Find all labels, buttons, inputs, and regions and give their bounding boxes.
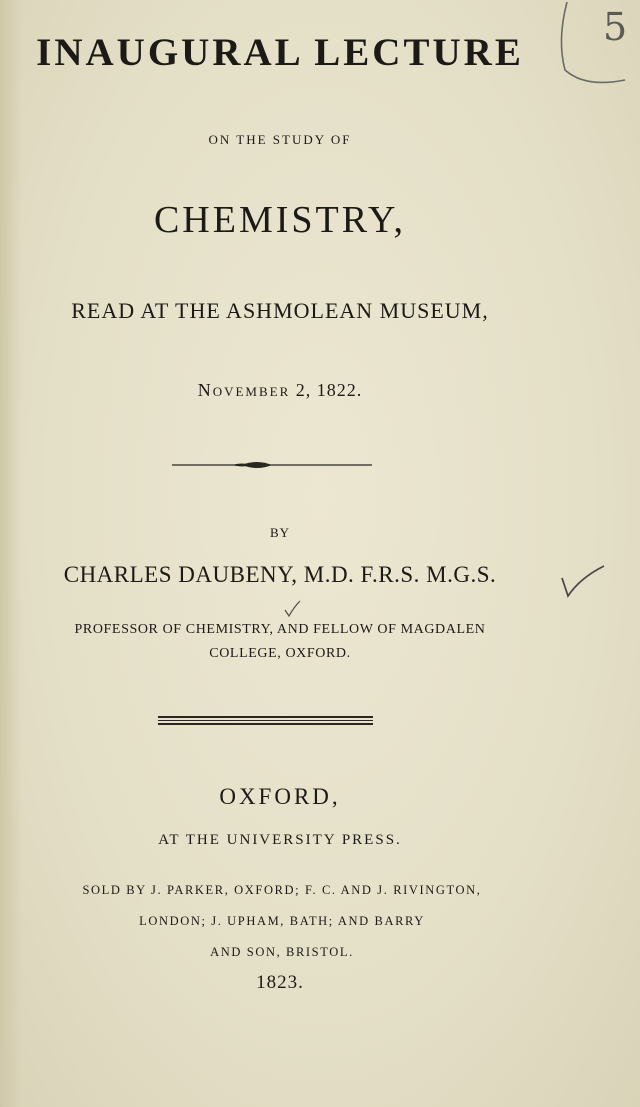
lecture-venue: READ AT THE ASHMOLEAN MUSEUM, — [71, 298, 489, 323]
lecture-subtitle: ON THE STUDY OF — [208, 132, 352, 147]
sold-line-1: SOLD BY J. PARKER, OXFORD; F. C. AND J. RIVINGTON, — [82, 883, 482, 897]
imprint-city: OXFORD, — [219, 784, 341, 809]
sold-line-3: AND SON, BRISTOL. — [210, 945, 354, 959]
sold-line-2: LONDON; J. UPHAM, BATH; AND BARRY — [139, 914, 425, 928]
affiliation-line-2: COLLEGE, OXFORD. — [209, 646, 351, 661]
pencil-corner-annotation — [555, 0, 640, 95]
lecture-subject: CHEMISTRY, — [153, 199, 407, 241]
triple-rule-divider — [158, 716, 373, 726]
affiliation-line-1: PROFESSOR OF CHEMISTRY, AND FELLOW OF MAGDALEN — [74, 622, 486, 637]
ornament-divider — [172, 458, 372, 472]
corner-number: 5 — [603, 5, 628, 49]
author-name: CHARLES DAUBENY, M.D. F.R.S. M.G.S. — [63, 562, 497, 587]
by-line: BY — [269, 525, 291, 540]
date-month: November — [197, 380, 291, 400]
pencil-check-icon — [558, 560, 608, 600]
lecture-title: INAUGURAL LECTURE — [36, 31, 524, 74]
author-affiliation — [30, 618, 530, 666]
lecture-date — [0, 380, 560, 401]
publication-year: 1823. — [256, 972, 304, 993]
date-rest: 2, 1822. — [290, 380, 363, 400]
small-check-icon — [282, 598, 302, 618]
imprint-press: AT THE UNIVERSITY PRESS. — [158, 832, 402, 848]
sold-by-block — [12, 875, 552, 968]
